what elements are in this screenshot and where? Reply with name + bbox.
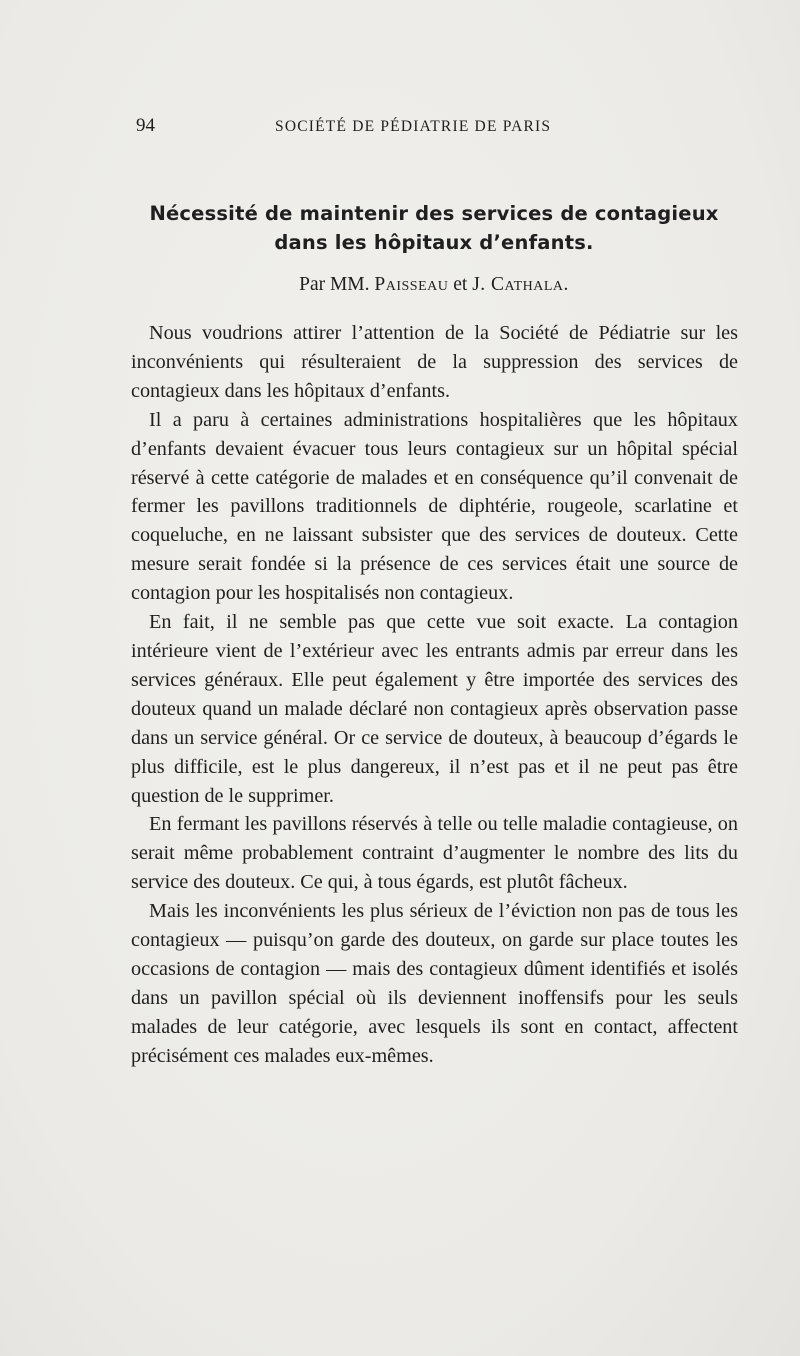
running-head: SOCIÉTÉ DE PÉDIATRIE DE PARIS (275, 118, 552, 135)
paragraph: En fermant les pavillons réservés à telle ou telle maladie contagieuse, on serait même probablement contraint d’augmenter le nombre des lits du service des douteux. Ce qui, à tous égards, est plutôt fâcheux. (131, 813, 738, 894)
page-header (130, 114, 738, 138)
title-line-2: dans les hôpitaux d’enfants. (274, 231, 594, 254)
article-title (130, 199, 738, 257)
author-1: Paisseau (374, 274, 449, 295)
article-body (131, 319, 738, 1071)
page-number: 94 (136, 115, 155, 136)
title-line-1: Nécessité de maintenir des services de contagieux (149, 202, 719, 225)
author-2: J. Cathala. (472, 274, 569, 295)
paragraph: Mais les inconvénients les plus sérieux de l’éviction non pas de tous les contagieux — puisqu’on garde des douteux, on garde sur place toutes les occasions de contagion — mais des contagieux dûment identifiés et isolés dans un pavillon spécial où ils deviennent inoffensifs pour les seuls malades de leur catégorie, avec lesquels ils sont en contact, affectent précisément ces malades eux-mêmes. (131, 900, 738, 1067)
paragraph: Nous voudrions attirer l’attention de la Société de Pédiatrie sur les inconvénients qui résulteraient de la suppression des services de contagieux dans les hôpitaux d’enfants. (131, 322, 738, 402)
authors-prefix: Par MM. (299, 274, 370, 295)
authors-conjunction: et (453, 274, 468, 295)
paragraph: En fait, il ne semble pas que cette vue soit exacte. La contagion intérieure vient de l’extérieur avec les entrants admis par erreur dans les services généraux. Elle peut également y être importée des services des douteux quand un malade déclaré non contagieux après observation passe dans un service général. Or ce service de douteux, à beaucoup d’égards le plus difficile, est le plus dangereux, il n’est pas et il ne peut pas être question de le supprimer. (131, 611, 738, 807)
article-authors (130, 272, 738, 298)
paragraph: Il a paru à certaines administrations hospitalières que les hôpitaux d’enfants devaient évacuer tous leurs contagieux sur un hôpital spécial réservé à cette catégorie de malades et en conséquence qu’il convenait de fermer les pavillons traditionnels de diphtérie, rougeole, scarlatine et coqueluche, en ne laissant subsister que des services de douteux. Cette mesure serait fondée si la présence de ces services était une source de contagion pour les hospitalisés non contagieux. (131, 408, 738, 605)
